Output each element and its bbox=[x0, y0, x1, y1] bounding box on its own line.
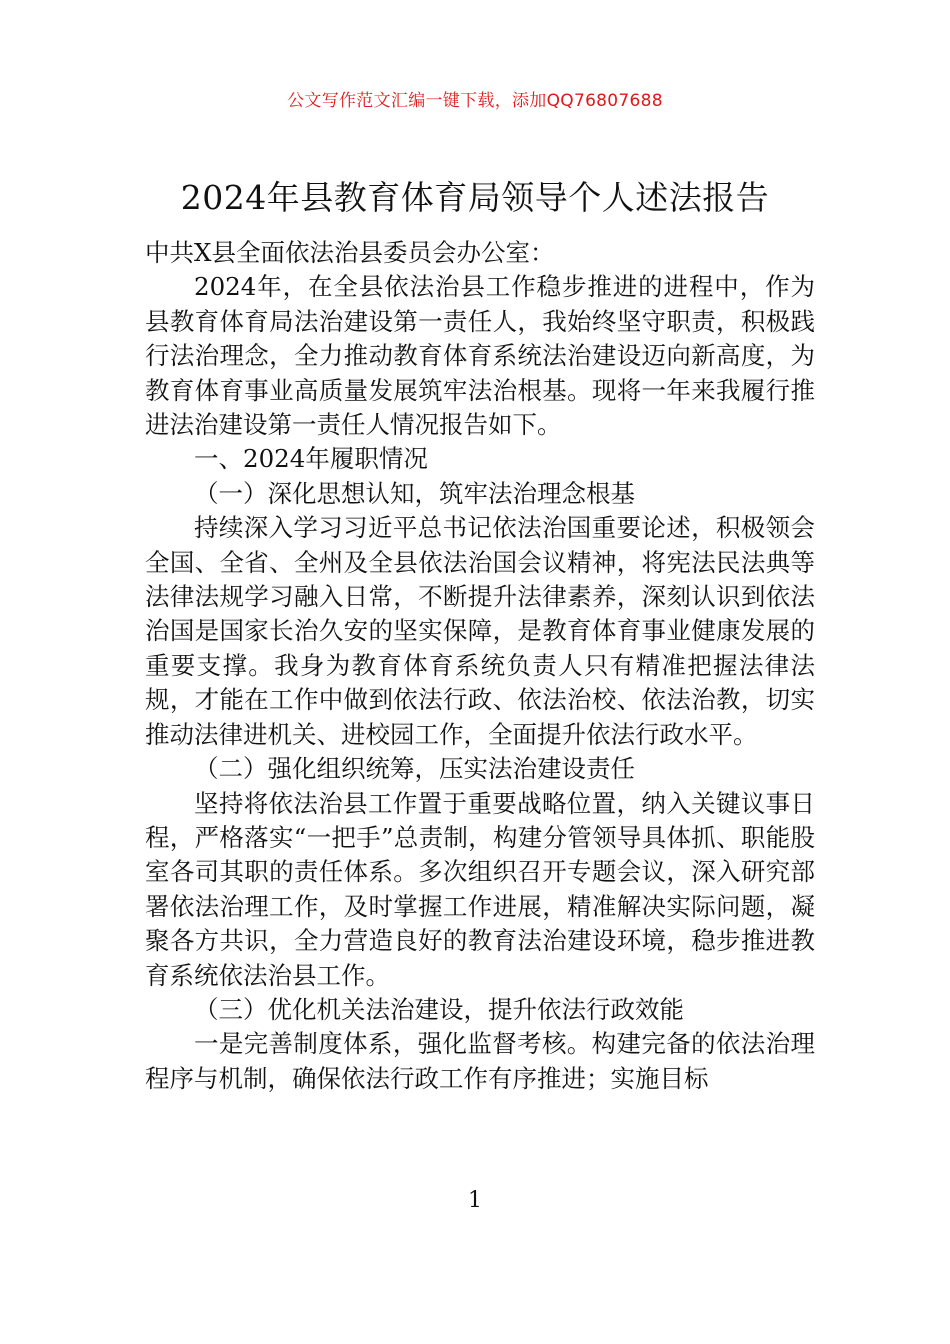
document-body bbox=[145, 236, 815, 1096]
section-heading-1: 一、2024年履职情况 bbox=[194, 444, 428, 474]
body-paragraph: 坚持将依法治县工作置于重要战略位置，纳入关键议事日程，严格落实“一把手”总责制，构建分管领导具体抓、职能股室各司其职的责任体系。多次组织召开专题会议，深入研究部署依法治理工作，及时掌握工作进展，精准解决实际问题，凝聚各方共识，全力营造良好的教育法治建设环境，稳步推进教育系统依法治县工作。 bbox=[145, 788, 815, 990]
document-title: 2024年县教育体育局领导个人述法报告 bbox=[180, 178, 770, 217]
download-ad-banner: 公文写作范文汇编一键下载，添加QQ76807688 bbox=[287, 91, 663, 111]
intro-paragraph: 2024年，在全县依法治县工作稳步推进的进程中，作为县教育体育局法治建设第一责任人，我始终坚守职责，积极践行法治理念，全力推动教育体育系统法治建设迈向新高度，为教育体育事业高质量发展筑牢法治根基。现将一年来我履行推进法治建设第一责任人情况报告如下。 bbox=[145, 272, 815, 440]
body-paragraph: 持续深入学习习近平总书记依法治国重要论述，积极领会全国、全省、全州及全县依法治国会议精神，将宪法民法典等法律法规学习融入日常，不断提升法律素养，深刻认识到依法治国是国家长治久安的坚实保障，是教育体育事业健康发展的重要支撑。我身为教育体育系统负责人只有精准把握法律法规，才能在工作中做到依法行政、依法治校、依法治教，切实推动法律进机关、进校园工作，全面提升依法行政水平。 bbox=[145, 513, 815, 749]
body-paragraph: 一是完善制度体系，强化监督考核。构建完备的依法治理程序与机制，确保依法行政工作有序推进；实施目标 bbox=[145, 1029, 815, 1093]
subsection-heading-3: （三）优化机关法治建设，提升依法行政效能 bbox=[194, 994, 684, 1024]
subsection-heading-1: （一）深化思想认知，筑牢法治理念根基 bbox=[194, 478, 635, 508]
subsection-heading-2: （二）强化组织统筹，压实法治建设责任 bbox=[194, 754, 635, 784]
page-number: 1 bbox=[468, 1188, 482, 1213]
salutation: 中共X县全面依法治县委员会办公室： bbox=[145, 238, 555, 267]
